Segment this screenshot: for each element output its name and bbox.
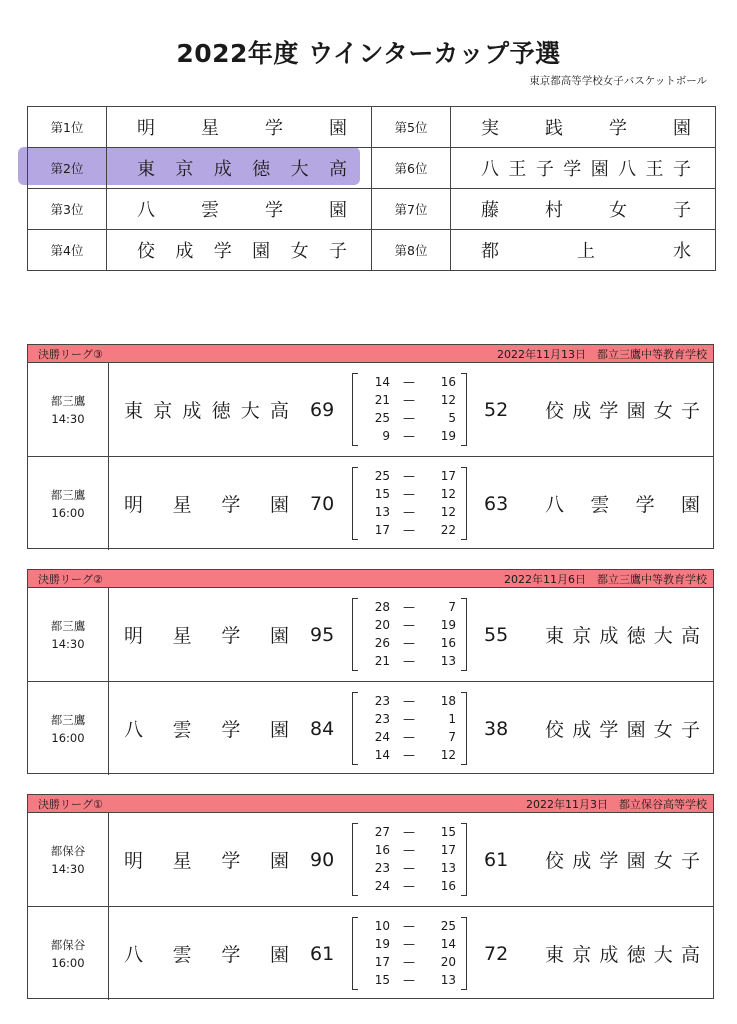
game-venue: 都三鷹 bbox=[50, 393, 86, 408]
quarter-score-home: 28 bbox=[374, 600, 390, 614]
quarter-separator: — bbox=[403, 487, 415, 501]
team-name-char: 八 bbox=[545, 494, 565, 516]
team-name-char: 京 bbox=[153, 400, 173, 422]
team-name-char: 成 bbox=[175, 241, 194, 262]
away-score: 63 bbox=[484, 492, 509, 515]
quarter-row bbox=[362, 728, 457, 746]
quarter-score-home: 23 bbox=[374, 694, 390, 708]
quarter-row bbox=[362, 616, 457, 634]
league-section bbox=[27, 344, 714, 549]
rankings-row bbox=[28, 230, 716, 271]
team-name-char: 実 bbox=[481, 118, 499, 139]
quarter-separator: — bbox=[403, 748, 415, 762]
rank-team bbox=[451, 189, 716, 230]
quarter-separator: — bbox=[403, 955, 415, 969]
quarter-scores bbox=[352, 467, 467, 540]
team-name-char: 東 bbox=[137, 159, 155, 180]
league-date-venue: 2022年11月3日 都立保谷高等学校 bbox=[526, 797, 707, 811]
team-name-char: 明 bbox=[137, 118, 155, 139]
quarter-score-home: 13 bbox=[374, 505, 390, 519]
quarter-separator: — bbox=[403, 505, 415, 519]
quarter-score-home: 14 bbox=[374, 748, 390, 762]
team-name-char: 徳 bbox=[626, 625, 646, 647]
quarter-row bbox=[362, 391, 457, 409]
team-name-char: 成 bbox=[572, 400, 592, 422]
team-name-char: 佼 bbox=[137, 241, 155, 262]
game-venue-time bbox=[28, 363, 109, 456]
team-name-char: 園 bbox=[680, 494, 700, 516]
home-team bbox=[124, 588, 289, 681]
game-row bbox=[28, 906, 713, 1000]
home-score: 69 bbox=[310, 398, 335, 421]
league-name: 決勝リーグ② bbox=[38, 572, 103, 586]
team-name-char: 成 bbox=[572, 850, 592, 872]
team-name-char: 園 bbox=[269, 850, 289, 872]
team-name-char: 佼 bbox=[545, 850, 565, 872]
team-name-char: 子 bbox=[680, 850, 700, 872]
rank-team bbox=[451, 148, 716, 189]
quarter-score-away: 7 bbox=[448, 600, 456, 614]
rankings-row bbox=[28, 107, 716, 148]
quarter-score-home: 15 bbox=[374, 973, 390, 987]
team-name-char: 園 bbox=[673, 118, 691, 139]
page-subtitle: 東京都高等学校女子バスケットボール bbox=[529, 75, 707, 87]
quarter-score-away: 15 bbox=[440, 825, 456, 839]
quarter-score-home: 21 bbox=[374, 654, 390, 668]
game-time: 16:00 bbox=[51, 955, 85, 970]
quarter-score-away: 5 bbox=[448, 411, 456, 425]
rank-label: 第3位 bbox=[28, 189, 107, 230]
quarter-score-away: 1 bbox=[448, 712, 456, 726]
team-name-char: 子 bbox=[672, 159, 691, 180]
quarter-score-home: 14 bbox=[374, 375, 390, 389]
home-score: 70 bbox=[310, 492, 335, 515]
quarter-separator: — bbox=[403, 636, 415, 650]
team-name-char: 子 bbox=[680, 719, 700, 741]
quarter-separator: — bbox=[403, 469, 415, 483]
home-score: 61 bbox=[310, 942, 335, 965]
league-header bbox=[28, 570, 713, 588]
bracket-right bbox=[461, 373, 467, 446]
quarter-score-away: 16 bbox=[440, 375, 456, 389]
quarter-row bbox=[362, 521, 457, 539]
game-row bbox=[28, 681, 713, 775]
quarter-separator: — bbox=[403, 393, 415, 407]
league-header bbox=[28, 345, 713, 363]
quarter-score-home: 20 bbox=[374, 618, 390, 632]
team-name-char: 大 bbox=[240, 400, 260, 422]
home-team bbox=[124, 682, 289, 775]
quarter-score-away: 19 bbox=[440, 429, 456, 443]
away-score: 72 bbox=[484, 942, 509, 965]
quarter-score-away: 13 bbox=[440, 973, 456, 987]
team-name-char: 学 bbox=[635, 494, 655, 516]
home-score: 90 bbox=[310, 848, 335, 871]
team-name-char: 園 bbox=[269, 494, 289, 516]
team-name-char: 子 bbox=[680, 400, 700, 422]
league-date-venue: 2022年11月13日 都立三鷹中等教育学校 bbox=[497, 347, 707, 361]
team-name-char: 八 bbox=[124, 944, 144, 966]
quarter-separator: — bbox=[403, 694, 415, 708]
quarter-score-away: 19 bbox=[440, 618, 456, 632]
rankings-row bbox=[28, 148, 716, 189]
team-name-char: 成 bbox=[572, 719, 592, 741]
team-name-char: 園 bbox=[269, 719, 289, 741]
team-name-char: 学 bbox=[265, 118, 283, 139]
team-name-char: 園 bbox=[590, 159, 609, 180]
quarter-separator: — bbox=[403, 973, 415, 987]
team-name-char: 王 bbox=[645, 159, 664, 180]
quarter-score-home: 24 bbox=[374, 730, 390, 744]
bracket-right bbox=[461, 917, 467, 990]
team-name-char: 園 bbox=[626, 400, 646, 422]
team-name-char: 園 bbox=[252, 241, 271, 262]
team-name-char: 八 bbox=[124, 719, 144, 741]
team-name-char: 明 bbox=[124, 625, 144, 647]
team-name-char: 成 bbox=[599, 944, 619, 966]
team-name-char: 佼 bbox=[545, 400, 565, 422]
game-venue: 都保谷 bbox=[50, 937, 86, 952]
quarter-score-away: 7 bbox=[448, 730, 456, 744]
team-name-char: 学 bbox=[265, 200, 283, 221]
quarter-score-home: 23 bbox=[374, 861, 390, 875]
team-name-char: 京 bbox=[175, 159, 194, 180]
quarter-row bbox=[362, 598, 457, 616]
team-name-char: 学 bbox=[221, 850, 241, 872]
home-score: 84 bbox=[310, 717, 335, 740]
quarter-row bbox=[362, 467, 457, 485]
team-name-char: 大 bbox=[653, 944, 673, 966]
game-venue-time bbox=[28, 907, 109, 1000]
team-name-char: 高 bbox=[680, 944, 700, 966]
league-section bbox=[27, 794, 714, 999]
game-venue-time bbox=[28, 588, 109, 681]
team-name-char: 女 bbox=[609, 200, 627, 221]
quarter-score-home: 24 bbox=[374, 879, 390, 893]
quarter-row bbox=[362, 652, 457, 670]
game-time: 16:00 bbox=[51, 505, 85, 520]
bracket-left bbox=[352, 598, 358, 671]
bracket-left bbox=[352, 467, 358, 540]
quarter-scores bbox=[352, 917, 467, 990]
quarter-score-away: 25 bbox=[440, 919, 456, 933]
quarter-score-away: 22 bbox=[440, 523, 456, 537]
team-name-char: 学 bbox=[221, 944, 241, 966]
rank-label: 第1位 bbox=[28, 107, 107, 148]
quarter-scores bbox=[352, 373, 467, 446]
rank-team bbox=[451, 230, 716, 271]
rank-team bbox=[451, 107, 716, 148]
game-venue: 都三鷹 bbox=[50, 618, 86, 633]
team-name-char: 雲 bbox=[172, 944, 192, 966]
team-name-char: 明 bbox=[124, 850, 144, 872]
team-name-char: 園 bbox=[626, 850, 646, 872]
quarter-scores bbox=[352, 598, 467, 671]
quarter-score-home: 15 bbox=[374, 487, 390, 501]
league-header bbox=[28, 795, 713, 813]
quarter-score-away: 17 bbox=[440, 469, 456, 483]
rank-team bbox=[107, 189, 372, 230]
quarter-separator: — bbox=[403, 730, 415, 744]
league-name: 決勝リーグ③ bbox=[38, 347, 103, 361]
quarter-row bbox=[362, 971, 457, 989]
team-name-char: 東 bbox=[545, 625, 565, 647]
quarter-row bbox=[362, 823, 457, 841]
team-name-char: 子 bbox=[328, 241, 347, 262]
quarter-separator: — bbox=[403, 411, 415, 425]
team-name-char: 王 bbox=[508, 159, 527, 180]
quarter-row bbox=[362, 746, 457, 764]
quarter-score-home: 25 bbox=[374, 411, 390, 425]
team-name-char: 女 bbox=[653, 850, 673, 872]
team-name-char: 都 bbox=[481, 241, 499, 262]
team-name-char: 学 bbox=[221, 625, 241, 647]
team-name-char: 雲 bbox=[590, 494, 610, 516]
team-name-char: 高 bbox=[328, 159, 347, 180]
game-row bbox=[28, 813, 713, 906]
quarter-row bbox=[362, 917, 457, 935]
team-name-char: 京 bbox=[572, 625, 592, 647]
home-team bbox=[124, 907, 289, 1000]
rank-label: 第4位 bbox=[28, 230, 107, 271]
game-venue-time bbox=[28, 682, 109, 775]
team-name-char: 成 bbox=[182, 400, 202, 422]
quarter-score-home: 23 bbox=[374, 712, 390, 726]
quarter-score-away: 17 bbox=[440, 843, 456, 857]
quarter-score-away: 18 bbox=[440, 694, 456, 708]
quarter-separator: — bbox=[403, 879, 415, 893]
team-name-char: 学 bbox=[609, 118, 627, 139]
quarter-score-away: 20 bbox=[440, 955, 456, 969]
team-name-char: 星 bbox=[201, 118, 219, 139]
team-name-char: 学 bbox=[599, 719, 619, 741]
quarter-separator: — bbox=[403, 654, 415, 668]
bracket-left bbox=[352, 917, 358, 990]
bracket-right bbox=[461, 467, 467, 540]
bracket-left bbox=[352, 823, 358, 896]
quarter-row bbox=[362, 427, 457, 445]
quarter-row bbox=[362, 710, 457, 728]
quarter-row bbox=[362, 485, 457, 503]
league-date-venue: 2022年11月6日 都立三鷹中等教育学校 bbox=[504, 572, 707, 586]
rank-label: 第7位 bbox=[372, 189, 451, 230]
league-name: 決勝リーグ① bbox=[38, 797, 103, 811]
away-team bbox=[545, 457, 700, 550]
away-score: 61 bbox=[484, 848, 509, 871]
quarter-row bbox=[362, 692, 457, 710]
team-name-char: 女 bbox=[653, 719, 673, 741]
game-row bbox=[28, 363, 713, 456]
quarter-row bbox=[362, 634, 457, 652]
team-name-char: 水 bbox=[673, 241, 691, 262]
team-name-char: 大 bbox=[653, 625, 673, 647]
team-name-char: 園 bbox=[329, 200, 347, 221]
team-name-char: 明 bbox=[124, 494, 144, 516]
game-time: 16:00 bbox=[51, 730, 85, 745]
away-score: 52 bbox=[484, 398, 509, 421]
team-name-char: 徳 bbox=[626, 944, 646, 966]
bracket-right bbox=[461, 598, 467, 671]
team-name-char: 大 bbox=[290, 159, 309, 180]
game-venue: 都三鷹 bbox=[50, 712, 86, 727]
quarter-row bbox=[362, 503, 457, 521]
team-name-char: 学 bbox=[599, 400, 619, 422]
quarter-scores bbox=[352, 823, 467, 896]
game-venue-time bbox=[28, 457, 109, 550]
game-time: 14:30 bbox=[51, 636, 85, 651]
quarter-separator: — bbox=[403, 712, 415, 726]
quarter-score-away: 13 bbox=[440, 861, 456, 875]
team-name-char: 東 bbox=[124, 400, 144, 422]
team-name-char: 学 bbox=[563, 159, 582, 180]
team-name-char: 園 bbox=[626, 719, 646, 741]
quarter-row bbox=[362, 935, 457, 953]
rank-team bbox=[107, 107, 372, 148]
quarter-separator: — bbox=[403, 937, 415, 951]
quarter-score-home: 10 bbox=[374, 919, 390, 933]
quarter-score-away: 12 bbox=[440, 487, 456, 501]
quarter-row bbox=[362, 409, 457, 427]
game-row bbox=[28, 456, 713, 550]
game-row bbox=[28, 588, 713, 681]
quarter-score-home: 25 bbox=[374, 469, 390, 483]
away-score: 55 bbox=[484, 623, 509, 646]
team-name-char: 学 bbox=[213, 241, 232, 262]
quarter-score-away: 12 bbox=[440, 505, 456, 519]
quarter-score-home: 17 bbox=[374, 523, 390, 537]
quarter-score-away: 12 bbox=[440, 748, 456, 762]
team-name-char: 佼 bbox=[545, 719, 565, 741]
team-name-char: 園 bbox=[329, 118, 347, 139]
quarter-score-home: 27 bbox=[374, 825, 390, 839]
quarter-separator: — bbox=[403, 861, 415, 875]
team-name-char: 学 bbox=[599, 850, 619, 872]
quarter-row bbox=[362, 859, 457, 877]
quarter-score-home: 16 bbox=[374, 843, 390, 857]
team-name-char: 京 bbox=[572, 944, 592, 966]
away-team bbox=[545, 588, 700, 681]
quarter-score-away: 12 bbox=[440, 393, 456, 407]
quarter-score-home: 21 bbox=[374, 393, 390, 407]
quarter-row bbox=[362, 877, 457, 895]
away-team bbox=[545, 813, 700, 906]
rankings-row bbox=[28, 189, 716, 230]
team-name-char: 成 bbox=[213, 159, 232, 180]
bracket-right bbox=[461, 692, 467, 765]
game-time: 14:30 bbox=[51, 411, 85, 426]
rankings-table bbox=[27, 106, 716, 271]
game-venue-time bbox=[28, 813, 109, 906]
team-name-char: 星 bbox=[172, 850, 192, 872]
away-team bbox=[545, 907, 700, 1000]
team-name-char: 星 bbox=[172, 625, 192, 647]
quarter-score-home: 26 bbox=[374, 636, 390, 650]
team-name-char: 子 bbox=[535, 159, 554, 180]
home-team bbox=[124, 457, 289, 550]
team-name-char: 成 bbox=[599, 625, 619, 647]
rank-team bbox=[107, 230, 372, 271]
game-time: 14:30 bbox=[51, 861, 85, 876]
team-name-char: 践 bbox=[545, 118, 563, 139]
quarter-score-home: 9 bbox=[382, 429, 390, 443]
team-name-char: 星 bbox=[172, 494, 192, 516]
home-team bbox=[124, 363, 289, 456]
team-name-char: 藤 bbox=[481, 200, 499, 221]
quarter-row bbox=[362, 953, 457, 971]
page-title: 2022年度 ウインターカップ予選 bbox=[176, 39, 561, 68]
quarter-score-away: 13 bbox=[440, 654, 456, 668]
quarter-separator: — bbox=[403, 523, 415, 537]
quarter-separator: — bbox=[403, 919, 415, 933]
home-score: 95 bbox=[310, 623, 335, 646]
team-name-char: 徳 bbox=[252, 159, 271, 180]
league-section bbox=[27, 569, 714, 774]
quarter-score-away: 16 bbox=[440, 879, 456, 893]
away-team bbox=[545, 682, 700, 775]
home-team bbox=[124, 813, 289, 906]
quarter-row bbox=[362, 841, 457, 859]
quarter-row bbox=[362, 373, 457, 391]
team-name-char: 八 bbox=[618, 159, 637, 180]
game-venue: 都保谷 bbox=[50, 843, 86, 858]
team-name-char: 雲 bbox=[201, 200, 219, 221]
quarter-separator: — bbox=[403, 600, 415, 614]
away-score: 38 bbox=[484, 717, 509, 740]
rank-label: 第8位 bbox=[372, 230, 451, 271]
team-name-char: 学 bbox=[221, 494, 241, 516]
bracket-left bbox=[352, 692, 358, 765]
team-name-char: 子 bbox=[673, 200, 691, 221]
team-name-char: 女 bbox=[290, 241, 309, 262]
quarter-separator: — bbox=[403, 375, 415, 389]
rank-team bbox=[107, 148, 372, 189]
team-name-char: 八 bbox=[137, 200, 155, 221]
quarter-separator: — bbox=[403, 825, 415, 839]
quarter-separator: — bbox=[403, 843, 415, 857]
team-name-char: 徳 bbox=[211, 400, 231, 422]
rank-label: 第2位 bbox=[28, 148, 107, 189]
team-name-char: 高 bbox=[269, 400, 289, 422]
quarter-separator: — bbox=[403, 618, 415, 632]
team-name-char: 八 bbox=[481, 159, 499, 180]
quarter-score-home: 19 bbox=[374, 937, 390, 951]
quarter-separator: — bbox=[403, 429, 415, 443]
away-team bbox=[545, 363, 700, 456]
rank-label: 第5位 bbox=[372, 107, 451, 148]
quarter-score-away: 14 bbox=[440, 937, 456, 951]
team-name-char: 上 bbox=[577, 241, 595, 262]
team-name-char: 村 bbox=[545, 200, 563, 221]
game-venue: 都三鷹 bbox=[50, 487, 86, 502]
team-name-char: 園 bbox=[269, 625, 289, 647]
quarter-scores bbox=[352, 692, 467, 765]
team-name-char: 高 bbox=[680, 625, 700, 647]
quarter-score-home: 17 bbox=[374, 955, 390, 969]
bracket-right bbox=[461, 823, 467, 896]
team-name-char: 雲 bbox=[172, 719, 192, 741]
team-name-char: 園 bbox=[269, 944, 289, 966]
team-name-char: 学 bbox=[221, 719, 241, 741]
rank-label: 第6位 bbox=[372, 148, 451, 189]
quarter-score-away: 16 bbox=[440, 636, 456, 650]
bracket-left bbox=[352, 373, 358, 446]
team-name-char: 東 bbox=[545, 944, 565, 966]
team-name-char: 女 bbox=[653, 400, 673, 422]
